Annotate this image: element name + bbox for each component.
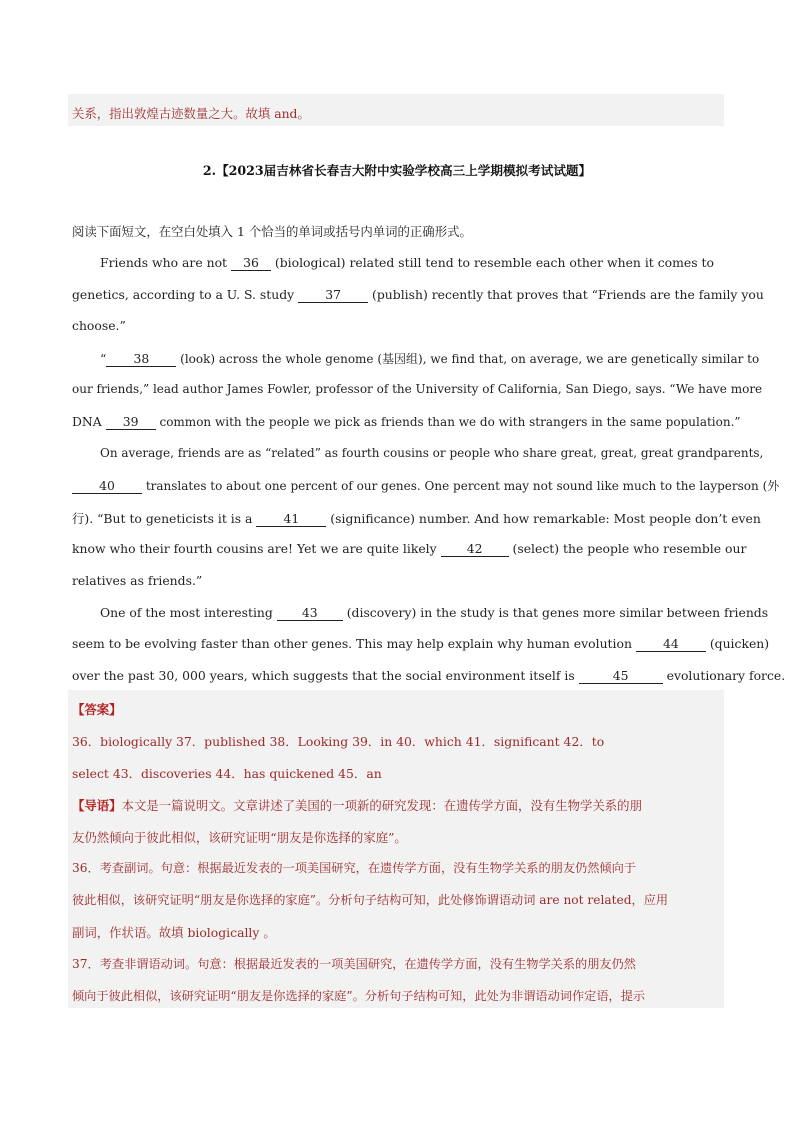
answer-title: 【答案】 [72,702,122,717]
passage-line: Friends who are not 36 (biological) related still tend to resemble each other when it comes to [100,255,714,270]
blank-36: 36 [231,255,271,271]
guide-line: 【导语】本文是一篇说明文。文章讲述了美国的一项新的研究发现：在遗传学方面，没有生物学关系的朋 [72,798,642,813]
blank-45: 45 [579,668,663,684]
passage-line: 行). “But to geneticists it is a 41 (significance) number. And how remarkable: Most people don’t even [72,511,761,526]
guide-title: 【导语】 [72,798,122,813]
passage-line: seem to be evolving faster than other genes. This may help explain why human evolution 44 (quicken) [72,636,770,651]
passage-line: know who their fourth cousins are! Yet we are quite likely 42 (select) the people who resemble our [72,541,747,556]
blank-39: 39 [106,414,156,430]
passage-line: our friends,” lead author James Fowler, professor of the University of California, San Diego, says. “We have more [72,382,763,396]
explanation-37: 37．考查非谓语动词。句意：根据最近发表的一项美国研究，在遗传学方面，没有生物学关系的朋友仍然 [72,957,636,971]
top-answer-line: 关系，指出敦煌古迹数量之大。故填 and。 [72,106,310,121]
explanation-36: 36．考查副词。句意：根据最近发表的一项美国研究，在遗传学方面，没有生物学关系的朋友仍然倾向于 [72,861,636,875]
passage-line: One of the most interesting 43 (discovery) in the study is that genes more similar between friends [100,605,769,620]
passage-line: genetics, according to a U. S. study 37 (publish) recently that proves that “Friends are the family you [72,287,764,302]
passage-line: On average, friends are as “related” as fourth cousins or people who share great, great, great grandparents, [100,446,764,460]
passage-line: over the past 30, 000 years, which suggests that the social environment itself is 45 evolutionary force. [72,668,786,683]
blank-37: 37 [298,287,368,303]
passage-line: choose.” [72,318,126,333]
passage-line: DNA 39 common with the people we pick as friends than we do with strangers in the same population.” [72,414,741,429]
blank-43: 43 [277,605,343,621]
question-heading: 2.【2023届吉林省长春吉大附中实验学校高三上学期模拟考试试题】 [202,163,592,178]
passage-line: “ 38 (look) across the whole genome (基因组), we find that, on average, we are genetically similar to [100,351,760,366]
passage-line: 40 translates to about one percent of our genes. One percent may not sound like much to the layperson (外 [72,477,779,494]
blank-41: 41 [256,511,326,527]
explanation-36: 副词，作状语。故填 biologically 。 [72,925,276,940]
answer-row: select 43．discoveries 44．has quickened 45．an [72,766,382,781]
answer-row: 36．biologically 37．published 38．Looking 39．in 40．which 41．significant 42．to [72,734,605,749]
blank-38: 38 [106,351,176,367]
blank-42: 42 [441,541,509,557]
instruction: 阅读下面短文，在空白处填入 1 个恰当的单词或括号内单词的正确形式。 [72,224,472,239]
guide-line: 友仍然倾向于彼此相似，该研究证明“朋友是你选择的家庭”。 [72,830,407,845]
explanation-36: 彼此相似，该研究证明“朋友是你选择的家庭”。分析句子结构可知，此处修饰谓语动词 are not related，应用 [72,893,669,907]
passage-line: relatives as friends.” [72,573,203,588]
blank-40: 40 [72,478,142,494]
blank-44: 44 [636,636,706,652]
explanation-37: 倾向于彼此相似，该研究证明“朋友是你选择的家庭”。分析句子结构可知，此处为非谓语动词作定语，提示 [72,989,646,1003]
